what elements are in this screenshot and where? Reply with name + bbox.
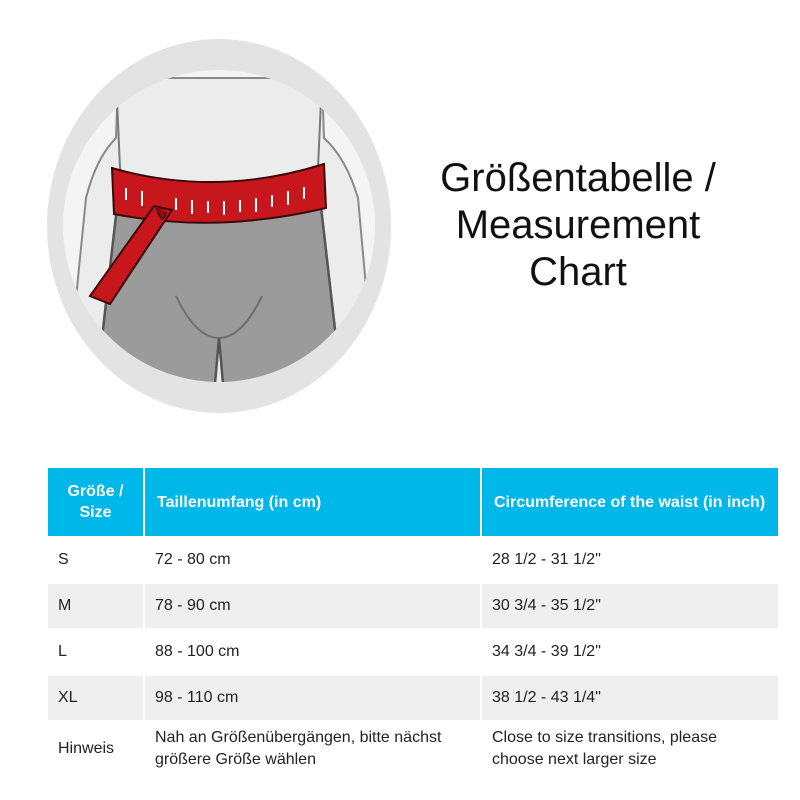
- cm-cell: 88 - 100 cm: [145, 628, 482, 674]
- size-cell: M: [48, 582, 145, 628]
- table-row: [48, 536, 778, 582]
- inch-cell: 34 3/4 - 39 1/2": [482, 628, 778, 674]
- waist-measurement-icon: [46, 38, 392, 414]
- note-de-cell: Nah an Größenübergängen, bitte nächst größere Größe wählen: [145, 720, 482, 776]
- header-waist-cm: Taillenumfang (in cm): [145, 468, 482, 536]
- note-label-cell: Hinweis: [48, 720, 145, 776]
- table-row: [48, 582, 778, 628]
- table-row: [48, 628, 778, 674]
- cm-cell: 98 - 110 cm: [145, 674, 482, 720]
- size-cell: S: [48, 536, 145, 582]
- header-waist-inch: Circumference of the waist (in inch): [482, 468, 778, 536]
- page-title: [400, 155, 756, 296]
- inch-cell: 30 3/4 - 35 1/2": [482, 582, 778, 628]
- size-table: [48, 468, 778, 776]
- title-line-2: Measurement: [455, 203, 701, 247]
- cm-cell: 78 - 90 cm: [145, 582, 482, 628]
- size-cell: L: [48, 628, 145, 674]
- title-line-1: Größentabelle /: [440, 156, 716, 200]
- cm-cell: 72 - 80 cm: [145, 536, 482, 582]
- size-cell: XL: [48, 674, 145, 720]
- title-line-3: Chart: [529, 250, 627, 294]
- waist-measurement-illustration: [46, 38, 392, 414]
- table-row-note: [48, 720, 778, 776]
- note-en-cell: Close to size transitions, please choose next larger size: [482, 720, 778, 776]
- header-size: Größe / Size: [48, 468, 145, 536]
- table-row: [48, 674, 778, 720]
- inch-cell: 38 1/2 - 43 1/4": [482, 674, 778, 720]
- table-header-row: [48, 468, 778, 536]
- inch-cell: 28 1/2 - 31 1/2": [482, 536, 778, 582]
